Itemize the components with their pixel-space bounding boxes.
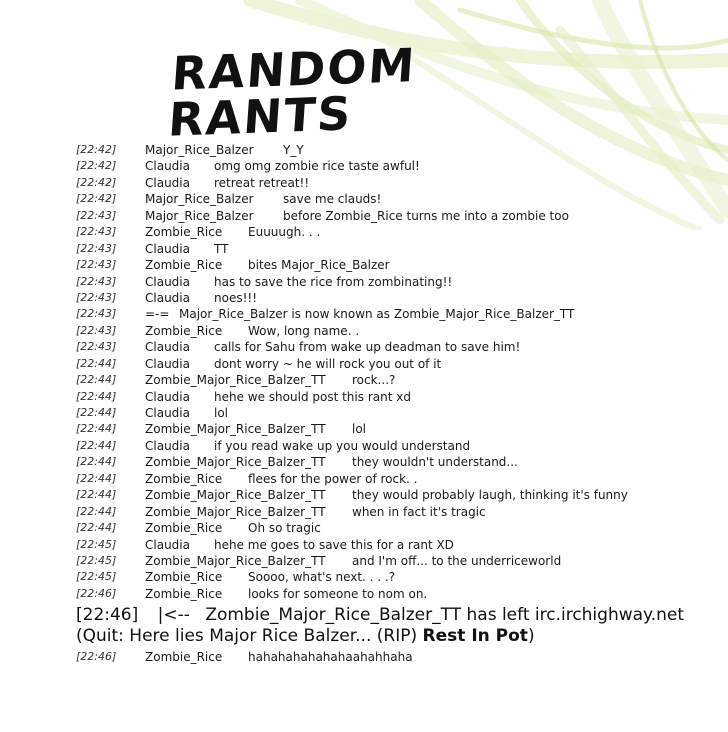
chat-line bbox=[76, 142, 716, 158]
message: retreat retreat!! bbox=[214, 175, 310, 190]
message: and I'm off... to the underriceworld bbox=[352, 553, 562, 568]
timestamp: [22:43] bbox=[76, 258, 117, 272]
quit-notice bbox=[76, 605, 716, 647]
chat-line bbox=[76, 487, 716, 503]
nickname: Zombie_Major_Rice_Balzer_TT bbox=[145, 422, 326, 437]
nickname: Claudia bbox=[145, 241, 190, 256]
nickname: Zombie_Rice bbox=[145, 471, 223, 486]
timestamp: [22:42] bbox=[76, 143, 117, 156]
message: hehe we should post this rant xd bbox=[214, 389, 411, 404]
chat-line bbox=[76, 649, 716, 665]
chat-line bbox=[76, 569, 716, 585]
timestamp: [22:45] bbox=[76, 553, 117, 567]
message: Wow, long name. . bbox=[248, 323, 360, 338]
chat-line bbox=[76, 323, 716, 339]
timestamp: [22:43] bbox=[76, 323, 117, 337]
nickname: Claudia bbox=[145, 389, 190, 404]
chat-line bbox=[76, 191, 716, 207]
chat-line bbox=[76, 339, 716, 355]
quit-close: ) bbox=[527, 626, 535, 647]
page-title: RANDOM RANTS bbox=[166, 37, 419, 147]
chat-line bbox=[76, 421, 716, 437]
nickname: Zombie_Major_Rice_Balzer_TT bbox=[145, 504, 326, 519]
message: dont worry ~ he will rock you out of it bbox=[214, 356, 442, 371]
chat-line bbox=[76, 372, 716, 388]
message: noes!!! bbox=[214, 290, 258, 305]
chat-line bbox=[76, 405, 716, 421]
message: looks for someone to nom on. bbox=[248, 586, 428, 601]
message: calls for Sahu from wake up deadman to save him! bbox=[214, 340, 521, 355]
timestamp: [22:43] bbox=[76, 225, 117, 239]
timestamp: [22:46] bbox=[76, 586, 117, 600]
quit-text: Zombie_Major_Rice_Balzer_TT has left irc.irchighway.net (Quit: Here lies Major Rice Balzer... (RIP) bbox=[76, 605, 684, 647]
chat-line bbox=[76, 553, 716, 569]
message: Major_Rice_Balzer is now known as Zombie_Major_Rice_Balzer_TT bbox=[179, 307, 575, 322]
timestamp: [22:44] bbox=[76, 406, 117, 419]
timestamp: [22:44] bbox=[76, 488, 117, 502]
nickname: Zombie_Rice bbox=[145, 521, 223, 536]
timestamp: [22:43] bbox=[76, 274, 117, 288]
chat-line bbox=[76, 257, 716, 273]
message: hehe me goes to save this for a rant XD bbox=[214, 537, 454, 552]
chat-line bbox=[76, 504, 716, 520]
nickname: Claudia bbox=[145, 406, 190, 420]
message: if you read wake up you would understand bbox=[214, 438, 471, 453]
timestamp: [22:44] bbox=[76, 389, 117, 403]
chat-line bbox=[76, 537, 716, 553]
timestamp: [22:46] bbox=[76, 650, 117, 664]
chat-line bbox=[76, 356, 716, 372]
quit-arrow: |<-- bbox=[157, 605, 190, 626]
chat-line bbox=[76, 306, 716, 322]
nickname: =-= bbox=[145, 307, 170, 322]
timestamp: [22:44] bbox=[76, 504, 117, 518]
timestamp: [22:44] bbox=[76, 521, 117, 535]
timestamp: [22:45] bbox=[76, 570, 117, 584]
nickname: Zombie_Major_Rice_Balzer_TT bbox=[145, 553, 326, 568]
message: flees for the power of rock. . bbox=[248, 471, 418, 486]
chat-line bbox=[76, 438, 716, 454]
nickname: Claudia bbox=[145, 356, 190, 371]
message: Oh so tragic bbox=[248, 521, 321, 536]
chat-line bbox=[76, 520, 716, 536]
nickname: Zombie_Major_Rice_Balzer_TT bbox=[145, 488, 326, 503]
timestamp: [22:42] bbox=[76, 175, 117, 189]
nickname: Claudia bbox=[145, 537, 190, 552]
message: lol bbox=[214, 406, 229, 420]
nickname: Claudia bbox=[145, 274, 190, 289]
nickname: Claudia bbox=[145, 340, 190, 355]
timestamp: [22:43] bbox=[76, 208, 117, 222]
message: when in fact it's tragic bbox=[352, 504, 486, 519]
message: lol bbox=[352, 422, 367, 437]
nickname: Zombie_Rice bbox=[145, 323, 223, 338]
nickname: Claudia bbox=[145, 159, 190, 174]
nickname: Claudia bbox=[145, 438, 190, 453]
message: they would probably laugh, thinking it's funny bbox=[352, 488, 628, 503]
message: TT bbox=[214, 241, 229, 256]
chat-line bbox=[76, 274, 716, 290]
nickname: Zombie_Major_Rice_Balzer_TT bbox=[145, 373, 326, 388]
message: Soooo, what's next. . . .? bbox=[248, 570, 396, 585]
chat-line bbox=[76, 241, 716, 257]
nickname: Major_Rice_Balzer bbox=[145, 143, 254, 157]
timestamp: [22:43] bbox=[76, 290, 117, 304]
nickname: Zombie_Rice bbox=[145, 650, 223, 665]
message: they wouldn't understand... bbox=[352, 455, 518, 470]
nickname: Zombie_Rice bbox=[145, 258, 223, 273]
chat-line bbox=[76, 389, 716, 405]
nickname: Zombie_Rice bbox=[145, 570, 223, 585]
timestamp: [22:43] bbox=[76, 307, 117, 321]
nickname: Claudia bbox=[145, 290, 190, 305]
chat-line bbox=[76, 290, 716, 306]
message: hahahahahahahaahahhaha bbox=[248, 650, 413, 665]
timestamp: [22:44] bbox=[76, 373, 117, 387]
chat-line bbox=[76, 471, 716, 487]
chat-line bbox=[76, 224, 716, 240]
nickname: Major_Rice_Balzer bbox=[145, 192, 254, 207]
chat-line bbox=[76, 586, 716, 602]
timestamp: [22:46] bbox=[76, 605, 139, 626]
timestamp: [22:44] bbox=[76, 356, 117, 370]
chat-line bbox=[76, 158, 716, 174]
chat-line bbox=[76, 208, 716, 224]
timestamp: [22:42] bbox=[76, 159, 117, 173]
timestamp: [22:44] bbox=[76, 471, 117, 485]
message: omg omg zombie rice taste awful! bbox=[214, 159, 420, 174]
timestamp: [22:43] bbox=[76, 241, 117, 255]
message: rock...? bbox=[352, 373, 396, 388]
nickname: Zombie_Rice bbox=[145, 225, 223, 240]
message: has to save the rice from zombinating!! bbox=[214, 274, 453, 289]
timestamp: [22:42] bbox=[76, 192, 117, 206]
message: bites Major_Rice_Balzer bbox=[248, 258, 390, 273]
message: Y_Y bbox=[283, 143, 304, 157]
nickname: Major_Rice_Balzer bbox=[145, 208, 254, 223]
timestamp: [22:43] bbox=[76, 340, 117, 354]
nickname: Zombie_Rice bbox=[145, 586, 223, 601]
quit-bold: Rest In Pot bbox=[422, 626, 528, 647]
timestamp: [22:45] bbox=[76, 537, 117, 551]
nickname: Zombie_Major_Rice_Balzer_TT bbox=[145, 455, 326, 470]
message: Euuuugh. . . bbox=[248, 225, 321, 240]
timestamp: [22:44] bbox=[76, 455, 117, 469]
chat-line bbox=[76, 175, 716, 191]
message: before Zombie_Rice turns me into a zombie too bbox=[283, 208, 569, 223]
chat-line bbox=[76, 454, 716, 470]
timestamp: [22:44] bbox=[76, 438, 117, 452]
message: save me clauds! bbox=[283, 192, 382, 207]
chat-log bbox=[76, 142, 716, 666]
timestamp: [22:44] bbox=[76, 422, 117, 436]
nickname: Claudia bbox=[145, 175, 190, 190]
